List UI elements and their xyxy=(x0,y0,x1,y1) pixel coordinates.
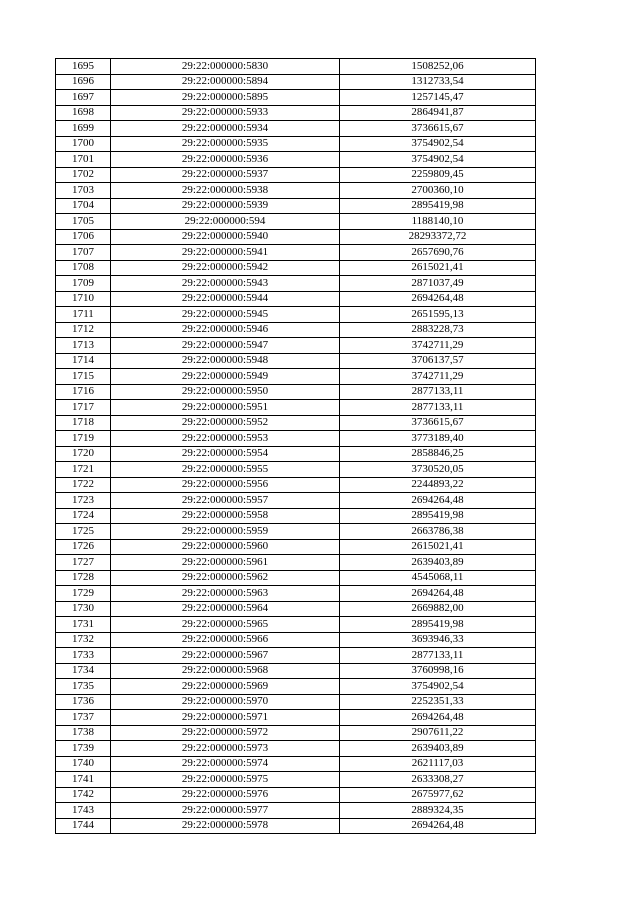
cadastral-number-cell: 29:22:000000:5977 xyxy=(111,803,340,819)
cadastral-number-cell: 29:22:000000:5960 xyxy=(111,539,340,555)
table-row xyxy=(56,694,536,710)
cadastral-number-cell: 29:22:000000:5963 xyxy=(111,586,340,602)
table-row xyxy=(56,818,536,834)
cadastral-value-cell: 2259809,45 xyxy=(340,167,536,183)
row-number-cell: 1723 xyxy=(56,493,111,509)
cadastral-number-cell: 29:22:000000:5958 xyxy=(111,508,340,524)
cadastral-value-cell: 3754902,54 xyxy=(340,679,536,695)
row-number-cell: 1704 xyxy=(56,198,111,214)
row-number-cell: 1713 xyxy=(56,338,111,354)
cadastral-value-cell: 3754902,54 xyxy=(340,136,536,152)
cadastral-value-cell: 2871037,49 xyxy=(340,276,536,292)
table-row xyxy=(56,756,536,772)
cadastral-value-cell: 2675977,62 xyxy=(340,787,536,803)
cadastral-number-cell: 29:22:000000:5953 xyxy=(111,431,340,447)
row-number-cell: 1701 xyxy=(56,152,111,168)
cadastral-value-cell: 1257145,47 xyxy=(340,90,536,106)
table-row xyxy=(56,384,536,400)
table-row xyxy=(56,524,536,540)
cadastral-number-cell: 29:22:000000:5945 xyxy=(111,307,340,323)
table-row xyxy=(56,229,536,245)
cadastral-value-cell: 1188140,10 xyxy=(340,214,536,230)
cadastral-value-cell: 2889324,35 xyxy=(340,803,536,819)
cadastral-value-cell: 2877133,11 xyxy=(340,400,536,416)
row-number-cell: 1706 xyxy=(56,229,111,245)
table-row xyxy=(56,725,536,741)
table-row xyxy=(56,586,536,602)
row-number-cell: 1733 xyxy=(56,648,111,664)
table-row xyxy=(56,617,536,633)
row-number-cell: 1721 xyxy=(56,462,111,478)
row-number-cell: 1728 xyxy=(56,570,111,586)
cadastral-number-cell: 29:22:000000:5973 xyxy=(111,741,340,757)
cadastral-number-cell: 29:22:000000:5938 xyxy=(111,183,340,199)
cadastral-value-cell: 2669882,00 xyxy=(340,601,536,617)
row-number-cell: 1698 xyxy=(56,105,111,121)
row-number-cell: 1736 xyxy=(56,694,111,710)
row-number-cell: 1699 xyxy=(56,121,111,137)
cadastral-value-cell: 2615021,41 xyxy=(340,539,536,555)
cadastral-number-cell: 29:22:000000:5830 xyxy=(111,59,340,75)
cadastral-value-cell: 2694264,48 xyxy=(340,493,536,509)
row-number-cell: 1720 xyxy=(56,446,111,462)
cadastral-number-cell: 29:22:000000:5972 xyxy=(111,725,340,741)
row-number-cell: 1738 xyxy=(56,725,111,741)
cadastral-number-cell: 29:22:000000:5934 xyxy=(111,121,340,137)
table-row xyxy=(56,183,536,199)
cadastral-value-cell: 2864941,87 xyxy=(340,105,536,121)
table-row xyxy=(56,772,536,788)
cadastral-number-cell: 29:22:000000:5962 xyxy=(111,570,340,586)
row-number-cell: 1741 xyxy=(56,772,111,788)
cadastral-number-cell: 29:22:000000:5894 xyxy=(111,74,340,90)
cadastral-value-cell: 2877133,11 xyxy=(340,384,536,400)
table-row xyxy=(56,679,536,695)
cadastral-number-cell: 29:22:000000:5974 xyxy=(111,756,340,772)
row-number-cell: 1725 xyxy=(56,524,111,540)
row-number-cell: 1714 xyxy=(56,353,111,369)
cadastral-number-cell: 29:22:000000:5948 xyxy=(111,353,340,369)
cadastral-value-cell: 3742711,29 xyxy=(340,369,536,385)
cadastral-number-cell: 29:22:000000:5937 xyxy=(111,167,340,183)
row-number-cell: 1695 xyxy=(56,59,111,75)
cadastral-number-cell: 29:22:000000:5952 xyxy=(111,415,340,431)
table-row xyxy=(56,508,536,524)
cadastral-value-cell: 28293372,72 xyxy=(340,229,536,245)
cadastral-number-cell: 29:22:000000:5959 xyxy=(111,524,340,540)
cadastral-number-cell: 29:22:000000:5955 xyxy=(111,462,340,478)
table-row xyxy=(56,90,536,106)
table-row xyxy=(56,105,536,121)
cadastral-value-cell: 2663786,38 xyxy=(340,524,536,540)
cadastral-number-cell: 29:22:000000:5939 xyxy=(111,198,340,214)
table-row xyxy=(56,353,536,369)
cadastral-number-cell: 29:22:000000:5956 xyxy=(111,477,340,493)
cadastral-number-cell: 29:22:000000:5940 xyxy=(111,229,340,245)
row-number-cell: 1715 xyxy=(56,369,111,385)
row-number-cell: 1705 xyxy=(56,214,111,230)
cadastral-number-cell: 29:22:000000:5971 xyxy=(111,710,340,726)
cadastral-value-cell: 3730520,05 xyxy=(340,462,536,478)
cadastral-number-cell: 29:22:000000:5951 xyxy=(111,400,340,416)
row-number-cell: 1700 xyxy=(56,136,111,152)
table-row xyxy=(56,291,536,307)
table-row xyxy=(56,198,536,214)
cadastral-number-cell: 29:22:000000:594 xyxy=(111,214,340,230)
row-number-cell: 1717 xyxy=(56,400,111,416)
cadastral-value-cell: 1508252,06 xyxy=(340,59,536,75)
cadastral-value-cell: 3693946,33 xyxy=(340,632,536,648)
table-row xyxy=(56,570,536,586)
cadastral-value-cell: 2615021,41 xyxy=(340,260,536,276)
cadastral-value-cell: 3742711,29 xyxy=(340,338,536,354)
cadastral-value-cell: 3736615,67 xyxy=(340,415,536,431)
cadastral-number-cell: 29:22:000000:5968 xyxy=(111,663,340,679)
row-number-cell: 1732 xyxy=(56,632,111,648)
cadastral-number-cell: 29:22:000000:5969 xyxy=(111,679,340,695)
cadastral-value-cell: 3706137,57 xyxy=(340,353,536,369)
row-number-cell: 1709 xyxy=(56,276,111,292)
cadastral-value-cell: 2694264,48 xyxy=(340,818,536,834)
document-page xyxy=(55,58,536,834)
cadastral-number-cell: 29:22:000000:5976 xyxy=(111,787,340,803)
cadastral-value-cell: 3760998,16 xyxy=(340,663,536,679)
table-row xyxy=(56,167,536,183)
table-row xyxy=(56,245,536,261)
row-number-cell: 1742 xyxy=(56,787,111,803)
cadastral-value-cell: 1312733,54 xyxy=(340,74,536,90)
cadastral-number-cell: 29:22:000000:5942 xyxy=(111,260,340,276)
table-row xyxy=(56,276,536,292)
table-row xyxy=(56,632,536,648)
cadastral-value-cell: 2895419,98 xyxy=(340,198,536,214)
cadastral-number-cell: 29:22:000000:5965 xyxy=(111,617,340,633)
cadastral-number-cell: 29:22:000000:5949 xyxy=(111,369,340,385)
cadastral-value-cell: 3754902,54 xyxy=(340,152,536,168)
cadastral-value-cell: 2633308,27 xyxy=(340,772,536,788)
row-number-cell: 1710 xyxy=(56,291,111,307)
cadastral-value-cell: 3736615,67 xyxy=(340,121,536,137)
row-number-cell: 1708 xyxy=(56,260,111,276)
cadastral-value-cell: 2883228,73 xyxy=(340,322,536,338)
cadastral-value-cell: 2907611,22 xyxy=(340,725,536,741)
row-number-cell: 1703 xyxy=(56,183,111,199)
table-row xyxy=(56,260,536,276)
cadastral-number-cell: 29:22:000000:5935 xyxy=(111,136,340,152)
cadastral-value-cell: 2700360,10 xyxy=(340,183,536,199)
cadastral-number-cell: 29:22:000000:5954 xyxy=(111,446,340,462)
cadastral-value-cell: 2694264,48 xyxy=(340,710,536,726)
row-number-cell: 1697 xyxy=(56,90,111,106)
cadastral-number-cell: 29:22:000000:5947 xyxy=(111,338,340,354)
cadastral-value-cell: 2244893,22 xyxy=(340,477,536,493)
cadastral-value-cell: 2621117,03 xyxy=(340,756,536,772)
cadastral-value-cell: 2657690,76 xyxy=(340,245,536,261)
cadastral-number-cell: 29:22:000000:5957 xyxy=(111,493,340,509)
cadastral-number-cell: 29:22:000000:5975 xyxy=(111,772,340,788)
table-row xyxy=(56,214,536,230)
table-row xyxy=(56,493,536,509)
table-row xyxy=(56,136,536,152)
cadastral-number-cell: 29:22:000000:5946 xyxy=(111,322,340,338)
table-row xyxy=(56,415,536,431)
cadastral-value-cell: 2895419,98 xyxy=(340,617,536,633)
cadastral-number-cell: 29:22:000000:5943 xyxy=(111,276,340,292)
row-number-cell: 1743 xyxy=(56,803,111,819)
table-row xyxy=(56,477,536,493)
cadastral-value-cell: 4545068,11 xyxy=(340,570,536,586)
cadastral-number-cell: 29:22:000000:5964 xyxy=(111,601,340,617)
row-number-cell: 1702 xyxy=(56,167,111,183)
row-number-cell: 1724 xyxy=(56,508,111,524)
cadastral-value-cell: 2895419,98 xyxy=(340,508,536,524)
cadastral-number-cell: 29:22:000000:5941 xyxy=(111,245,340,261)
table-row xyxy=(56,601,536,617)
row-number-cell: 1739 xyxy=(56,741,111,757)
table-row xyxy=(56,648,536,664)
row-number-cell: 1729 xyxy=(56,586,111,602)
row-number-cell: 1744 xyxy=(56,818,111,834)
table-row xyxy=(56,369,536,385)
table-row xyxy=(56,710,536,726)
row-number-cell: 1740 xyxy=(56,756,111,772)
table-row xyxy=(56,322,536,338)
cadastral-number-cell: 29:22:000000:5967 xyxy=(111,648,340,664)
cadastral-value-cell: 2694264,48 xyxy=(340,291,536,307)
table-body xyxy=(56,59,536,834)
cadastral-number-cell: 29:22:000000:5978 xyxy=(111,818,340,834)
table-row xyxy=(56,152,536,168)
table-row xyxy=(56,446,536,462)
table-row xyxy=(56,539,536,555)
table-row xyxy=(56,663,536,679)
table-row xyxy=(56,741,536,757)
cadastral-value-table xyxy=(55,58,536,834)
row-number-cell: 1726 xyxy=(56,539,111,555)
cadastral-value-cell: 2694264,48 xyxy=(340,586,536,602)
row-number-cell: 1727 xyxy=(56,555,111,571)
row-number-cell: 1737 xyxy=(56,710,111,726)
row-number-cell: 1722 xyxy=(56,477,111,493)
row-number-cell: 1731 xyxy=(56,617,111,633)
cadastral-value-cell: 2639403,89 xyxy=(340,555,536,571)
row-number-cell: 1735 xyxy=(56,679,111,695)
cadastral-number-cell: 29:22:000000:5944 xyxy=(111,291,340,307)
table-row xyxy=(56,462,536,478)
table-row xyxy=(56,74,536,90)
table-row xyxy=(56,400,536,416)
row-number-cell: 1707 xyxy=(56,245,111,261)
cadastral-number-cell: 29:22:000000:5950 xyxy=(111,384,340,400)
cadastral-number-cell: 29:22:000000:5895 xyxy=(111,90,340,106)
cadastral-number-cell: 29:22:000000:5961 xyxy=(111,555,340,571)
table-row xyxy=(56,121,536,137)
row-number-cell: 1712 xyxy=(56,322,111,338)
table-row xyxy=(56,803,536,819)
table-row xyxy=(56,338,536,354)
row-number-cell: 1734 xyxy=(56,663,111,679)
cadastral-number-cell: 29:22:000000:5936 xyxy=(111,152,340,168)
cadastral-value-cell: 2639403,89 xyxy=(340,741,536,757)
cadastral-value-cell: 3773189,40 xyxy=(340,431,536,447)
cadastral-number-cell: 29:22:000000:5970 xyxy=(111,694,340,710)
table-row xyxy=(56,555,536,571)
row-number-cell: 1716 xyxy=(56,384,111,400)
cadastral-value-cell: 2858846,25 xyxy=(340,446,536,462)
cadastral-value-cell: 2252351,33 xyxy=(340,694,536,710)
cadastral-number-cell: 29:22:000000:5966 xyxy=(111,632,340,648)
row-number-cell: 1711 xyxy=(56,307,111,323)
table-row xyxy=(56,307,536,323)
row-number-cell: 1696 xyxy=(56,74,111,90)
cadastral-value-cell: 2877133,11 xyxy=(340,648,536,664)
cadastral-number-cell: 29:22:000000:5933 xyxy=(111,105,340,121)
row-number-cell: 1719 xyxy=(56,431,111,447)
row-number-cell: 1718 xyxy=(56,415,111,431)
row-number-cell: 1730 xyxy=(56,601,111,617)
table-row xyxy=(56,59,536,75)
table-row xyxy=(56,431,536,447)
table-row xyxy=(56,787,536,803)
cadastral-value-cell: 2651595,13 xyxy=(340,307,536,323)
